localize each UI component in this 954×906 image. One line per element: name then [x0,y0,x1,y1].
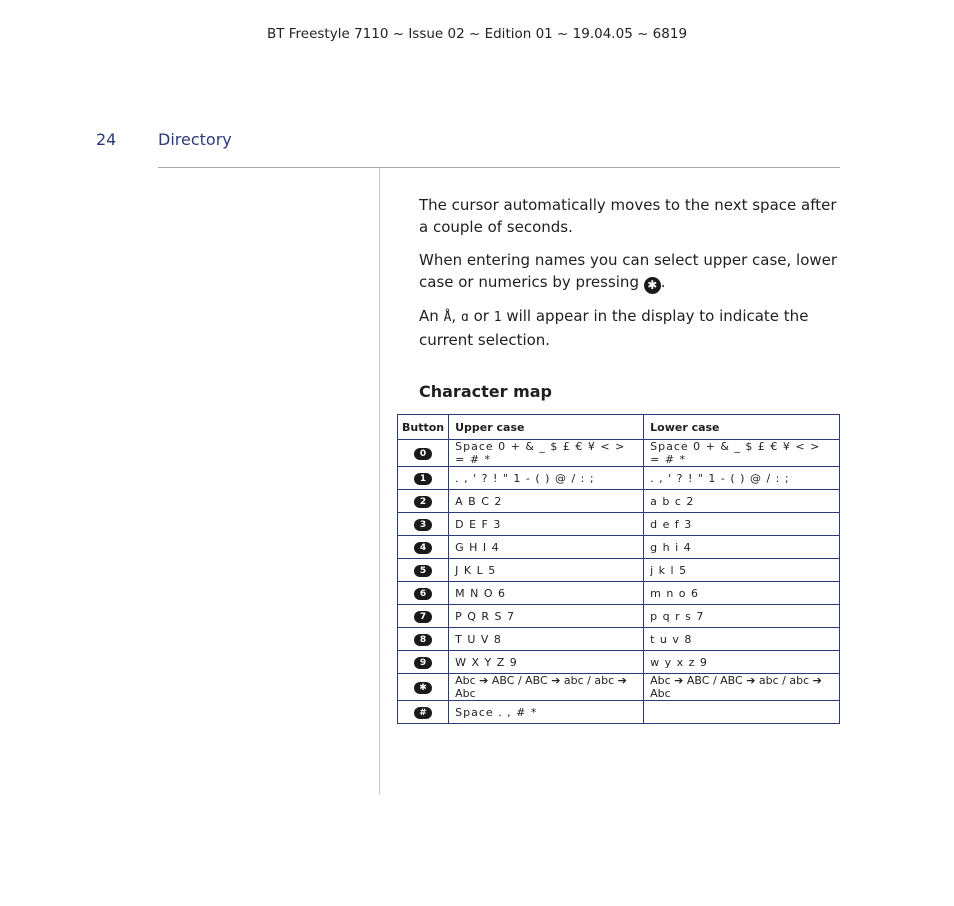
lower-case-chars: Abc ➔ ABC / ABC ➔ abc / abc ➔ Abc [644,674,840,701]
key-4-icon: 4 [414,542,432,554]
upper-case-chars: A B C 2 [449,490,644,513]
key-6-icon: 6 [414,588,432,600]
upper-case-chars: . , ' ? ! " 1 - ( ) @ / : ; [449,467,644,490]
key-3-icon: 3 [414,519,432,531]
table-header-row [398,415,840,440]
star-key-icon: ✱ [644,277,661,294]
upper-case-chars: Space 0 + & _ $ £ € ¥ < > = # * [449,440,644,467]
indicator-prefix: An [419,307,439,325]
document-header: BT Freestyle 7110 ~ Issue 02 ~ Edition 01 ~ 19.04.05 ~ 6819 [266,26,688,42]
upper-case-chars: D E F 3 [449,513,644,536]
character-map-title: Character map [419,382,552,401]
lower-case-chars: g h i 4 [644,536,840,559]
key-2-icon: 2 [414,496,432,508]
case-text: When entering names you can select upper case, lower case or numerics by pressing [419,251,838,291]
lower-case-indicator-icon: ɑ [460,310,469,325]
table-row [398,490,840,513]
upper-case-chars: W X Y Z 9 [449,651,644,674]
upper-case-chars: Space . , # * [449,701,644,724]
table-row [398,536,840,559]
indicator-suffix: will appear in the display to indicate the current selection. [419,307,809,349]
key-1-icon: 1 [414,473,432,485]
header-lower-case: Lower case [644,415,840,440]
header-button: Button [398,415,449,440]
lower-case-chars: j k l 5 [644,559,840,582]
column-divider [379,168,380,795]
header-upper-case: Upper case [449,415,644,440]
key-star-icon: ✱ [414,682,432,694]
lower-case-chars [644,701,840,724]
lower-case-chars: a b c 2 [644,490,840,513]
lower-case-chars: p q r s 7 [644,605,840,628]
header-divider [158,167,840,168]
upper-case-chars: T U V 8 [449,628,644,651]
indicator-sep-1: , [451,307,457,325]
intro-paragraph-indicator [419,305,839,351]
upper-case-chars: M N O 6 [449,582,644,605]
key-8-icon: 8 [414,634,432,646]
upper-case-chars: P Q R S 7 [449,605,644,628]
key-0-icon: 0 [414,448,432,460]
lower-case-chars: d e f 3 [644,513,840,536]
upper-case-indicator-icon: Å [443,310,452,325]
lower-case-chars: t u v 8 [644,628,840,651]
table-row [398,701,840,724]
table-row [398,582,840,605]
indicator-sep-2: or [473,307,489,325]
page-number: 24 [96,130,117,149]
intro-text [419,194,839,362]
numeric-indicator-icon: 1 [493,310,502,325]
lower-case-chars: . , ' ? ! " 1 - ( ) @ / : ; [644,467,840,490]
table-row [398,559,840,582]
key-9-icon: 9 [414,657,432,669]
intro-paragraph-cursor: The cursor automatically moves to the next space after a couple of seconds. [419,196,837,236]
upper-case-chars: G H I 4 [449,536,644,559]
key-hash-icon: # [414,707,432,719]
lower-case-chars: Space 0 + & _ $ £ € ¥ < > = # * [644,440,840,467]
character-map-table [397,414,840,724]
table-row [398,513,840,536]
case-text-end: . [660,273,666,291]
table-row [398,440,840,467]
lower-case-chars: m n o 6 [644,582,840,605]
lower-case-chars: w y x z 9 [644,651,840,674]
intro-paragraph-case [419,249,839,294]
table-row [398,674,840,701]
upper-case-chars: J K L 5 [449,559,644,582]
table-row [398,467,840,490]
table-row [398,628,840,651]
table-row [398,605,840,628]
section-title: Directory [158,130,232,149]
key-7-icon: 7 [414,611,432,623]
upper-case-chars: Abc ➔ ABC / ABC ➔ abc / abc ➔ Abc [449,674,644,701]
table-row [398,651,840,674]
key-5-icon: 5 [414,565,432,577]
